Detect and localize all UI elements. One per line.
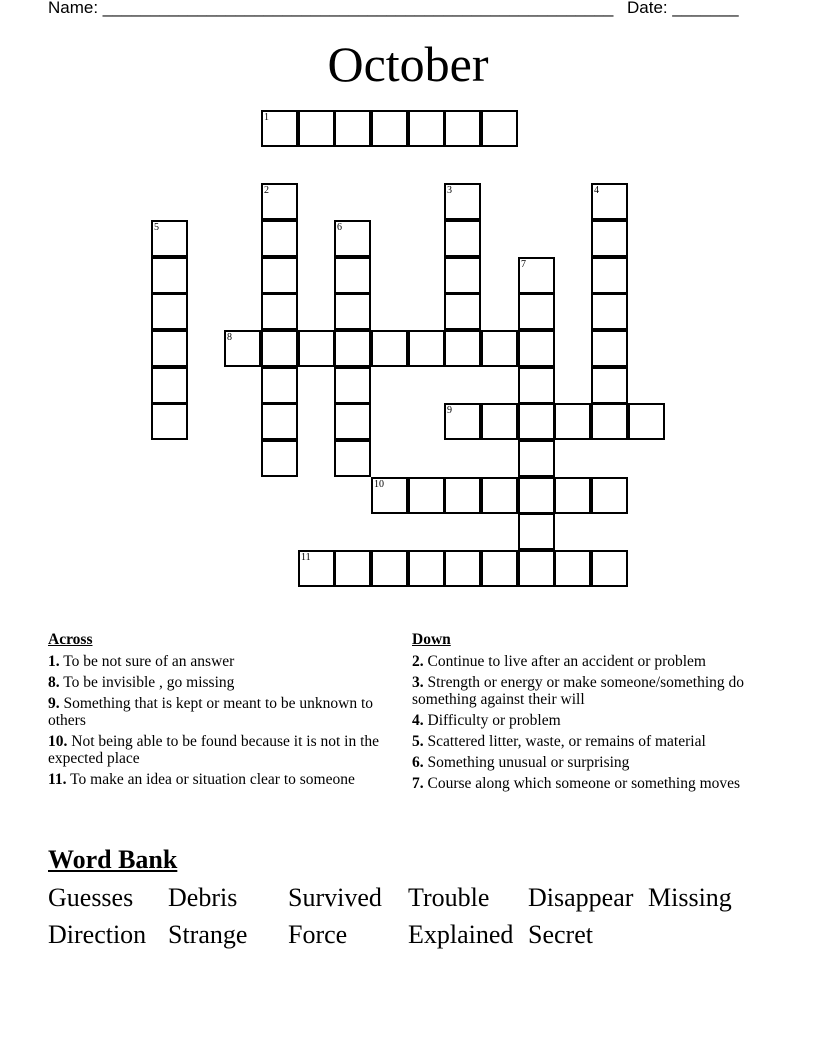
clue-number: 5. bbox=[412, 733, 424, 750]
crossword-cell[interactable] bbox=[444, 330, 481, 367]
page-title: October bbox=[327, 36, 489, 92]
across-clue-9 bbox=[48, 695, 388, 729]
down-clue-4 bbox=[412, 712, 752, 729]
word-bank-word: Guesses bbox=[48, 883, 134, 912]
down-heading: Down bbox=[412, 631, 451, 648]
word-bank-title: Word Bank bbox=[48, 845, 178, 874]
date-line: Date: _______ bbox=[627, 0, 739, 17]
cell-number: 8 bbox=[227, 332, 232, 343]
cell-number: 9 bbox=[447, 405, 452, 416]
clue-text: To be not sure of an answer bbox=[63, 653, 235, 670]
word-bank-word: Disappear bbox=[528, 883, 634, 912]
crossword-cell[interactable] bbox=[554, 403, 591, 440]
crossword-cell[interactable] bbox=[481, 477, 518, 514]
crossword-cell-2[interactable] bbox=[261, 183, 298, 220]
word-bank-word: Force bbox=[288, 920, 348, 949]
crossword-cell[interactable] bbox=[261, 440, 298, 477]
across-clue-10 bbox=[48, 733, 388, 767]
crossword-cell[interactable] bbox=[591, 330, 628, 367]
crossword-cell[interactable] bbox=[334, 330, 371, 367]
across-heading: Across bbox=[48, 631, 93, 648]
crossword-cell-1[interactable] bbox=[261, 110, 298, 147]
crossword-cell[interactable] bbox=[554, 550, 591, 587]
down-clue-7 bbox=[412, 775, 752, 792]
clue-text: Something unusual or surprising bbox=[427, 754, 630, 771]
crossword-cell[interactable] bbox=[591, 477, 628, 514]
crossword-cell[interactable] bbox=[481, 110, 518, 147]
crossword-cell-5[interactable] bbox=[151, 220, 188, 257]
clue-number: 11. bbox=[48, 771, 67, 788]
clue-number: 6. bbox=[412, 754, 424, 771]
crossword-cell[interactable] bbox=[298, 110, 335, 147]
clue-text: To make an idea or situation clear to someone bbox=[70, 771, 355, 788]
crossword-cell[interactable] bbox=[371, 330, 408, 367]
crossword-cell[interactable] bbox=[408, 110, 445, 147]
crossword-cell[interactable] bbox=[444, 550, 481, 587]
cell-number: 11 bbox=[301, 552, 311, 563]
crossword-cell[interactable] bbox=[518, 477, 555, 514]
clue-number: 2. bbox=[412, 653, 424, 670]
word-bank-word: Secret bbox=[528, 920, 593, 949]
word-bank-word: Trouble bbox=[408, 883, 490, 912]
crossword-cell[interactable] bbox=[151, 293, 188, 330]
across-clue-11 bbox=[48, 771, 388, 788]
down-clues bbox=[412, 631, 752, 796]
crossword-cell[interactable] bbox=[261, 367, 298, 404]
crossword-cell[interactable] bbox=[334, 257, 371, 294]
name-line: Name: ______________________________________________________ bbox=[48, 0, 614, 17]
crossword-cell[interactable] bbox=[518, 293, 555, 330]
across-clues bbox=[48, 631, 388, 792]
word-bank-word: Strange bbox=[168, 920, 248, 949]
crossword-cell[interactable] bbox=[151, 330, 188, 367]
crossword-cell[interactable] bbox=[334, 110, 371, 147]
crossword-cell[interactable] bbox=[591, 293, 628, 330]
clue-text: Scattered litter, waste, or remains of material bbox=[427, 733, 706, 750]
crossword-cell-10[interactable] bbox=[371, 477, 408, 514]
crossword-cell[interactable] bbox=[554, 477, 591, 514]
crossword-cell[interactable] bbox=[261, 403, 298, 440]
crossword-cell[interactable] bbox=[334, 293, 371, 330]
word-bank-word: Direction bbox=[48, 920, 147, 949]
clue-number: 4. bbox=[412, 712, 424, 729]
crossword-cell[interactable] bbox=[518, 513, 555, 550]
crossword-cell[interactable] bbox=[518, 367, 555, 404]
crossword-cell[interactable] bbox=[591, 257, 628, 294]
crossword-cell[interactable] bbox=[444, 257, 481, 294]
crossword-cell[interactable] bbox=[408, 550, 445, 587]
crossword-cell[interactable] bbox=[518, 550, 555, 587]
word-bank-word: Explained bbox=[408, 920, 514, 949]
crossword-cell[interactable] bbox=[151, 257, 188, 294]
crossword-cell[interactable] bbox=[518, 440, 555, 477]
cell-number: 7 bbox=[521, 259, 526, 270]
crossword-cell[interactable] bbox=[444, 110, 481, 147]
crossword-cell[interactable] bbox=[334, 440, 371, 477]
crossword-cell[interactable] bbox=[444, 220, 481, 257]
clue-number: 10. bbox=[48, 733, 68, 750]
crossword-cell[interactable] bbox=[591, 403, 628, 440]
crossword-cell[interactable] bbox=[151, 367, 188, 404]
cell-number: 10 bbox=[374, 479, 384, 490]
crossword-cell[interactable] bbox=[261, 220, 298, 257]
across-clue-1 bbox=[48, 653, 388, 670]
crossword-cell-3[interactable] bbox=[444, 183, 481, 220]
crossword-cell[interactable] bbox=[261, 293, 298, 330]
cell-number: 6 bbox=[337, 222, 342, 233]
crossword-cell[interactable] bbox=[408, 477, 445, 514]
crossword-cell[interactable] bbox=[481, 550, 518, 587]
crossword-cell-9[interactable] bbox=[444, 403, 481, 440]
word-bank-word: Survived bbox=[288, 883, 382, 912]
crossword-cell[interactable] bbox=[334, 403, 371, 440]
crossword-cell-6[interactable] bbox=[334, 220, 371, 257]
crossword-cell[interactable] bbox=[334, 550, 371, 587]
crossword-cell[interactable] bbox=[408, 330, 445, 367]
crossword-cell[interactable] bbox=[591, 367, 628, 404]
clue-number: 1. bbox=[48, 653, 60, 670]
crossword-cell[interactable] bbox=[261, 330, 298, 367]
clue-text: To be invisible , go missing bbox=[63, 674, 235, 691]
crossword-cell[interactable] bbox=[518, 403, 555, 440]
crossword-cell-11[interactable] bbox=[298, 550, 335, 587]
crossword-cell[interactable] bbox=[261, 257, 298, 294]
crossword-cell[interactable] bbox=[481, 403, 518, 440]
clue-number: 9. bbox=[48, 695, 60, 712]
crossword-cell[interactable] bbox=[151, 403, 188, 440]
clue-text: Something that is kept or meant to be unknown to others bbox=[48, 695, 374, 729]
word-bank-word: Debris bbox=[168, 883, 238, 912]
crossword-cell[interactable] bbox=[444, 477, 481, 514]
crossword-cell[interactable] bbox=[444, 293, 481, 330]
cell-number: 2 bbox=[264, 185, 269, 196]
word-bank-word: Missing bbox=[648, 883, 732, 912]
across-clue-8 bbox=[48, 674, 388, 691]
cell-number: 1 bbox=[264, 112, 269, 123]
crossword-cell[interactable] bbox=[371, 110, 408, 147]
clue-number: 3. bbox=[412, 674, 424, 691]
clue-text: Strength or energy or make someone/something do something against their will bbox=[412, 674, 745, 708]
down-clue-3 bbox=[412, 674, 752, 708]
cell-number: 5 bbox=[154, 222, 159, 233]
crossword-cell-8[interactable] bbox=[224, 330, 261, 367]
crossword-cell[interactable] bbox=[334, 367, 371, 404]
crossword-cell[interactable] bbox=[591, 550, 628, 587]
crossword-cell[interactable] bbox=[298, 330, 335, 367]
crossword-cell-4[interactable] bbox=[591, 183, 628, 220]
cell-number: 3 bbox=[447, 185, 452, 196]
down-clue-2 bbox=[412, 653, 752, 670]
clue-text: Difficulty or problem bbox=[427, 712, 561, 729]
cell-number: 4 bbox=[594, 185, 599, 196]
down-clue-6 bbox=[412, 754, 752, 771]
crossword-cell[interactable] bbox=[481, 330, 518, 367]
clue-number: 8. bbox=[48, 674, 60, 691]
clue-text: Course along which someone or something moves bbox=[427, 775, 741, 792]
crossword-cell[interactable] bbox=[591, 220, 628, 257]
down-clue-5 bbox=[412, 733, 752, 750]
crossword-cell[interactable] bbox=[518, 330, 555, 367]
crossword-cell[interactable] bbox=[628, 403, 665, 440]
clue-text: Not being able to be found because it is not in the expected place bbox=[48, 733, 380, 767]
crossword-cell-7[interactable] bbox=[518, 257, 555, 294]
clue-text: Continue to live after an accident or problem bbox=[427, 653, 706, 670]
crossword-cell[interactable] bbox=[371, 550, 408, 587]
clue-number: 7. bbox=[412, 775, 424, 792]
